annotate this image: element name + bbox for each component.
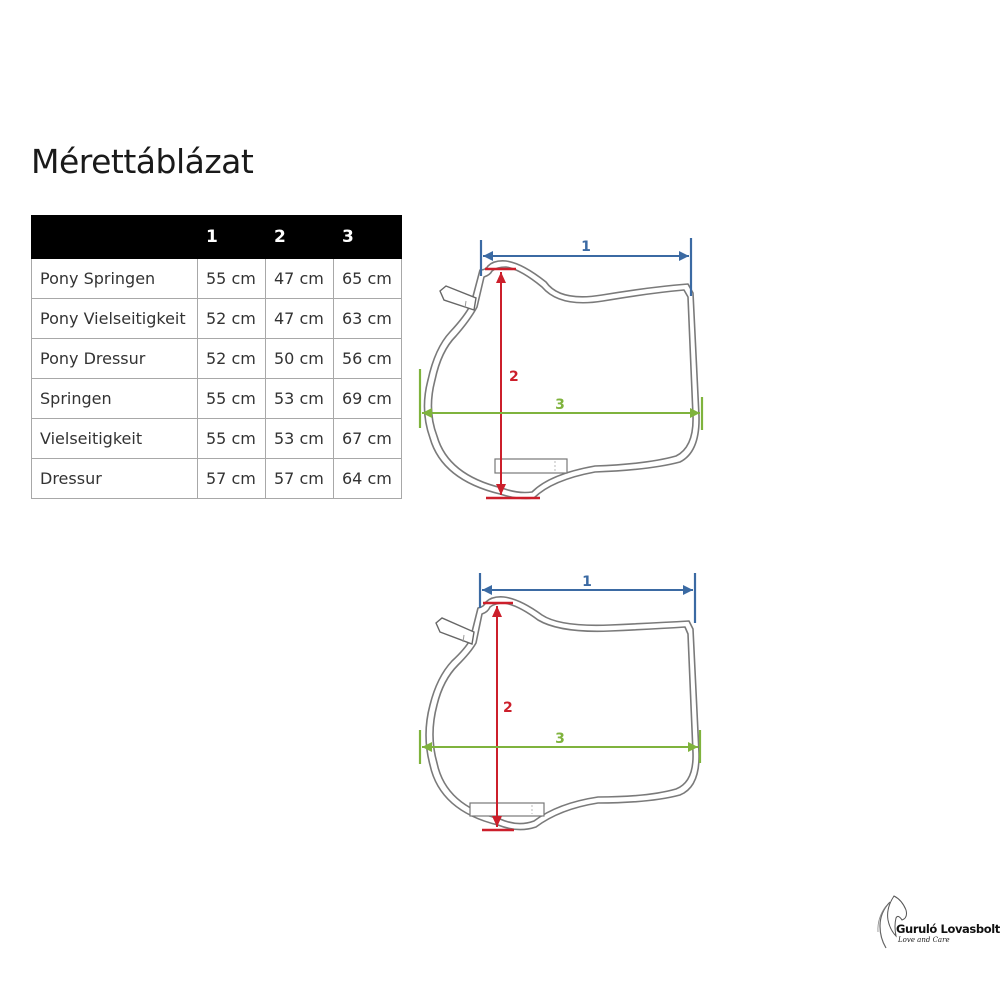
table-cell: 65 cm [334, 259, 402, 299]
table-row [32, 299, 402, 339]
row-name: Pony Vielseitigkeit [32, 299, 198, 339]
strap-icon [440, 286, 476, 310]
table-row [32, 339, 402, 379]
dimension-2-label: 2 [509, 369, 519, 385]
girth-strap-icon [495, 459, 567, 473]
table-cell: 52 cm [198, 339, 266, 379]
table-header-row [32, 216, 402, 259]
dimension-3-label: 3 [555, 397, 565, 413]
table-cell: 57 cm [198, 459, 266, 499]
table-cell: 69 cm [334, 379, 402, 419]
table-row [32, 459, 402, 499]
dimension-2-label: 2 [503, 700, 513, 716]
logo-tagline: Love and Care [898, 936, 950, 944]
table-cell: 52 cm [198, 299, 266, 339]
table-header-cell: 3 [334, 216, 402, 259]
table-cell: 55 cm [198, 379, 266, 419]
girth-strap-icon [470, 803, 544, 816]
row-name: Vielseitigkeit [32, 419, 198, 459]
dimension-2 [482, 603, 514, 830]
logo-name: Guruló Lovasbolt [896, 922, 1000, 936]
table-row [32, 259, 402, 299]
saddle-pad-diagram-2 [410, 565, 710, 850]
row-name: Dressur [32, 459, 198, 499]
table-cell: 50 cm [266, 339, 334, 379]
row-name: Springen [32, 379, 198, 419]
dimension-3 [420, 730, 700, 764]
size-table [31, 215, 402, 499]
table-cell: 67 cm [334, 419, 402, 459]
table-cell: 56 cm [334, 339, 402, 379]
table-cell: 47 cm [266, 259, 334, 299]
table-cell: 53 cm [266, 379, 334, 419]
table-header-cell [32, 216, 198, 259]
table-header-cell: 2 [266, 216, 334, 259]
page-title: Mérettáblázat [31, 142, 254, 181]
table-cell: 57 cm [266, 459, 334, 499]
table-cell: 64 cm [334, 459, 402, 499]
dimension-3 [420, 369, 702, 430]
table-cell: 55 cm [198, 419, 266, 459]
table-row [32, 379, 402, 419]
table-cell: 53 cm [266, 419, 334, 459]
dimension-3-label: 3 [555, 731, 565, 747]
table-row [32, 419, 402, 459]
table-cell: 47 cm [266, 299, 334, 339]
row-name: Pony Springen [32, 259, 198, 299]
strap-icon [436, 618, 474, 644]
saddle-pad-diagram-1 [410, 230, 710, 515]
row-name: Pony Dressur [32, 339, 198, 379]
dimension-1-label: 1 [581, 239, 591, 255]
table-cell: 63 cm [334, 299, 402, 339]
table-cell: 55 cm [198, 259, 266, 299]
table-header-cell: 1 [198, 216, 266, 259]
brand-logo [872, 892, 1000, 954]
dimension-1-label: 1 [582, 574, 592, 590]
